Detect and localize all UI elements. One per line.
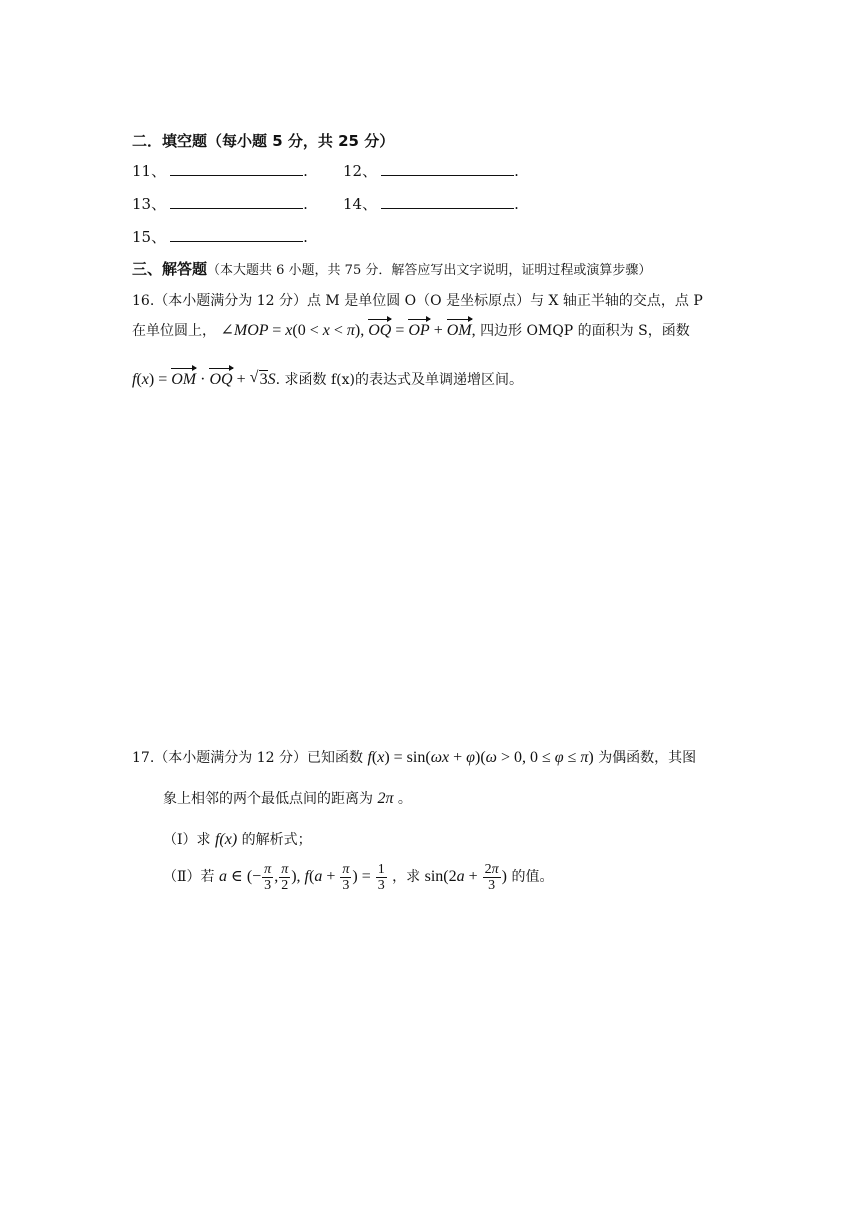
blank-number: 15、 [132,228,167,246]
answer-line[interactable] [381,194,514,209]
blank-12[interactable] [343,160,519,181]
q17-part2-mid: ，求 [392,869,421,886]
answer-line[interactable] [170,194,303,209]
blank-end: . [514,195,519,213]
section-3-header [132,258,651,279]
blank-11[interactable] [132,160,308,181]
q17-part2-suffix: 的值。 [511,869,554,886]
q16-line2 [132,320,690,340]
blank-14[interactable] [343,193,519,214]
q17-line1-prefix: 17.（本小题满分为 12 分）已知函数 [132,750,363,766]
answer-line[interactable] [170,227,303,242]
answer-line[interactable] [381,161,514,176]
q17-line2 [163,788,412,808]
blank-number: 12、 [343,162,378,180]
q16-line3 [132,369,523,389]
blank-number: 11、 [132,162,167,180]
q17-line1 [132,747,696,767]
blank-end: . [303,228,308,246]
q17-part2-formula: a ∈ (− $\frac{\pi}{3}$ , $\frac{\pi}{2}$ ), f(a + $\frac{\pi}{3}$ ) = $\frac{1}{3}$ [218,862,385,893]
blank-number: 14、 [343,195,378,213]
q17-function-formula: f(x) = sin(ωx + φ)(ω > 0, 0 ≤ φ ≤ π) [367,749,594,766]
q17-line1-suffix: 为偶函数，其图 [598,750,697,766]
answer-line[interactable] [170,161,303,176]
q16-line2-prefix: 在单位圆上， [132,323,216,339]
blank-end: . [514,162,519,180]
section-3-title: 三、解答题 [132,260,208,278]
section-2-title: 二．填空题（每小题 5 分，共 25 分） [132,132,395,150]
blank-15[interactable] [132,226,308,247]
blank-end: . [303,162,308,180]
q17-part1 [163,829,312,849]
q17-line2-prefix: 象上相邻的两个最低点间的距离为 [163,791,373,807]
q17-part2 [163,862,553,893]
q16-line1: 16.（本小题满分为 12 分）点 M 是单位圆 O（O 是坐标原点）与 X 轴正半轴的交点，点 P [132,293,703,309]
q17-line2-suffix: 。 [397,791,412,807]
blank-13[interactable] [132,193,308,214]
q17-distance: 2π [377,790,394,807]
blank-number: 13、 [132,195,167,213]
q16-angle-formula: ∠MOP = x(0 < x < π), OQ = OP + OM, [220,322,476,339]
q17-part2-target: sin(2a + $\frac{2\pi}{3}$ ) [424,862,507,893]
section-3-note: （本大题共 6 小题，共 75 分．解答应写出文字说明，证明过程或演算步骤） [207,263,652,278]
q16-function-formula: f(x) = OM · OQ + √ 3S [132,369,276,388]
q17-part2-prefix: （Ⅱ）若 [163,869,215,886]
q17-part1-prefix: （Ⅰ）求 [163,832,211,848]
q17-part1-formula: f(x) [214,831,238,848]
q16-line3-suffix: . 求函数 f(x)的表达式及单调递增区间。 [275,372,523,388]
q16-line2-suffix: 四边形 OMQP 的面积为 S，函数 [480,323,690,339]
blank-end: . [303,195,308,213]
q17-part1-suffix: 的解析式； [241,832,312,848]
